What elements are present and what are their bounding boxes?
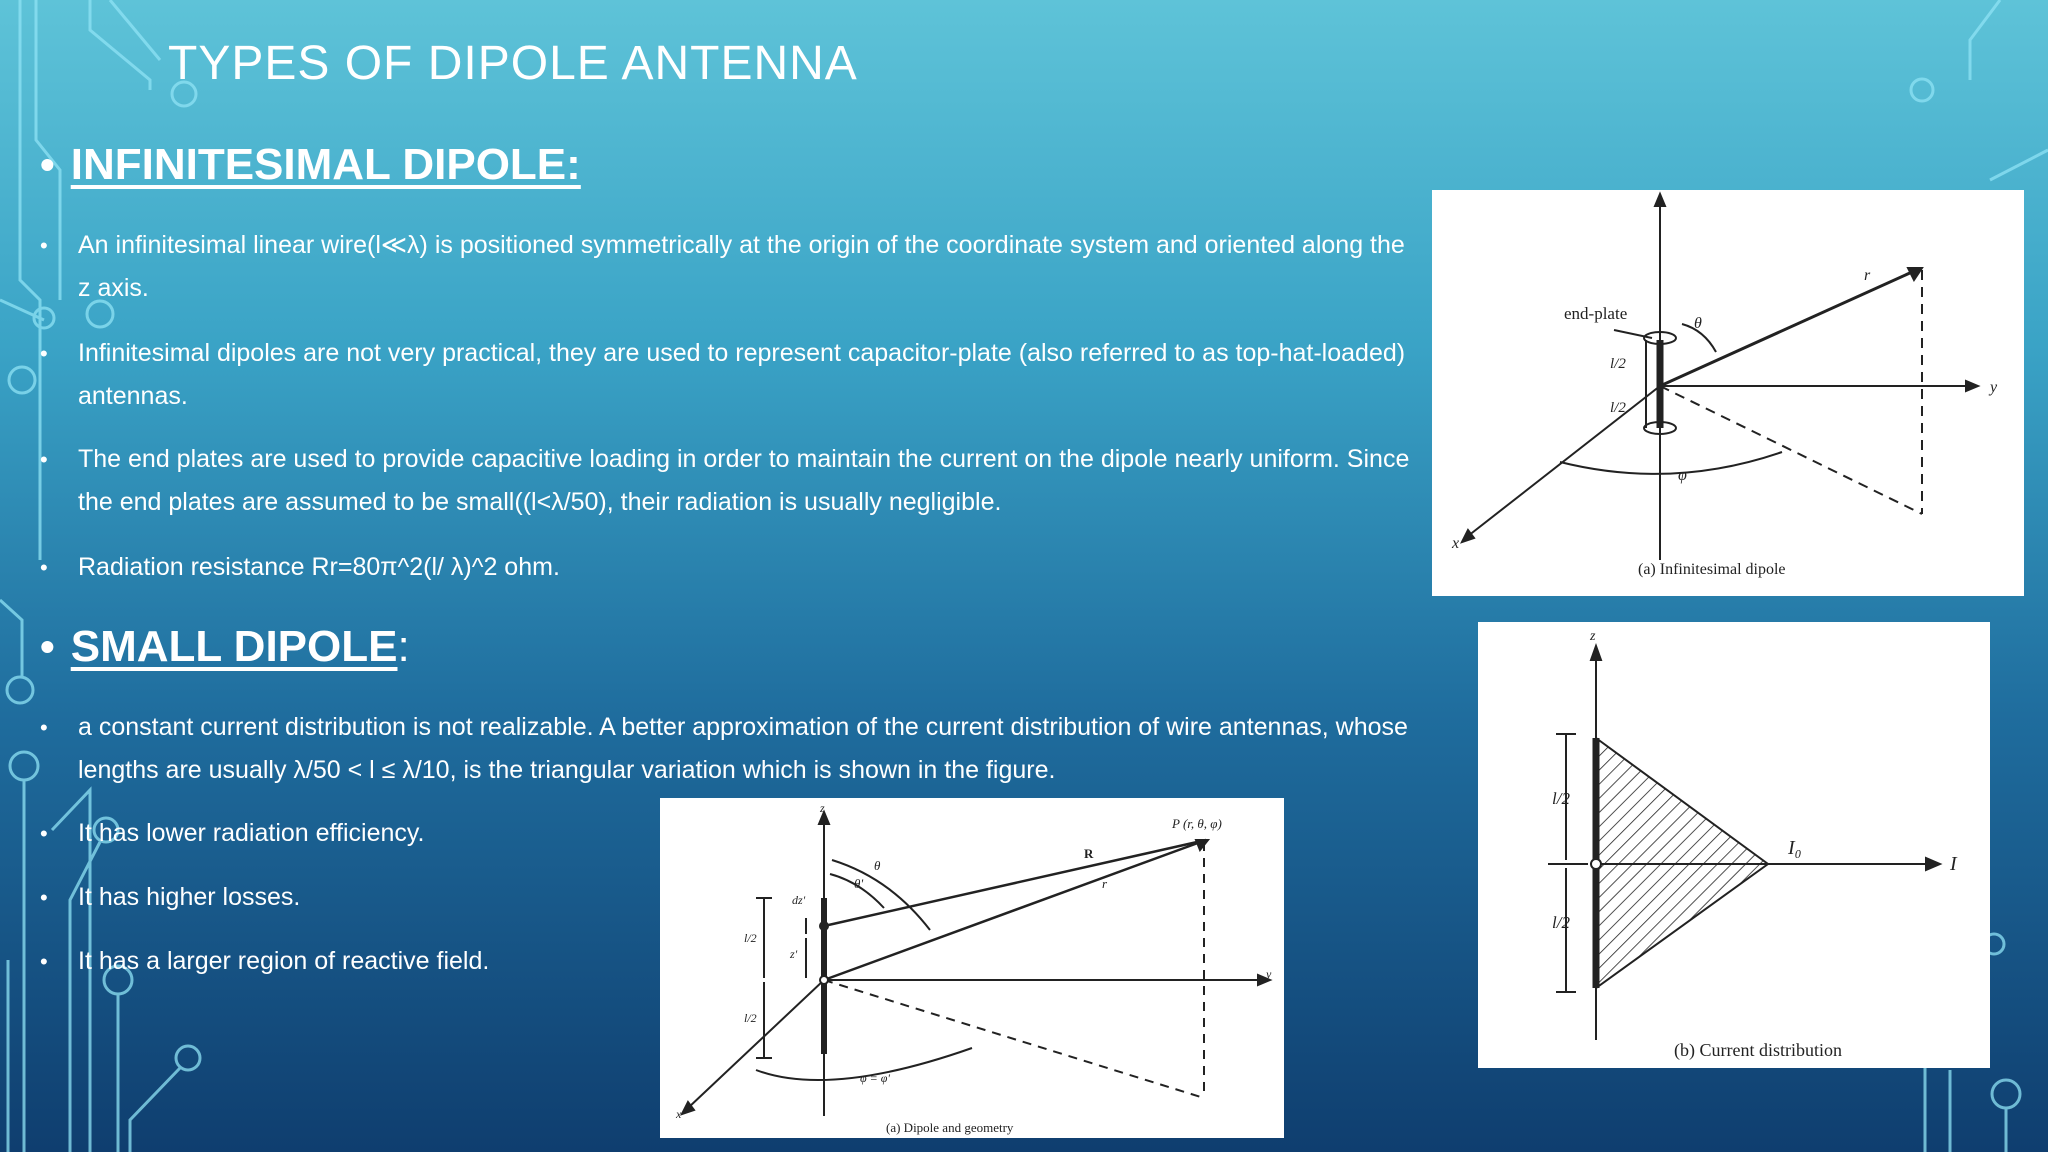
bullet-text: The end plates are used to provide capacitive loading in order to maintain the current on the dipole nearly uniform. Since the end plates are assumed to be small((l<λ/50), their radiation is usually negligible. bbox=[78, 445, 1410, 516]
infinitesimal-caption: (a) Infinitesimal dipole bbox=[1638, 561, 1786, 578]
bullet-dot: • bbox=[40, 715, 48, 740]
bullet-text: An infinitesimal linear wire(l≪λ) is positioned symmetrically at the origin of the coordinate system and oriented along the z axis. bbox=[78, 231, 1405, 302]
geometry-caption: (a) Dipole and geometry bbox=[886, 1120, 1014, 1135]
bullet-text: It has a larger region of reactive field. bbox=[78, 947, 490, 975]
infinitesimal-heading bbox=[40, 140, 581, 190]
heading-bullet: • bbox=[40, 623, 55, 670]
R-label: R bbox=[1084, 846, 1094, 861]
bullet-text: Infinitesimal dipoles are not very practical, they are used to represent capacitor-plate (also referred to as top-hat-loaded) antennas. bbox=[78, 339, 1406, 410]
dipole-geometry-diagram bbox=[660, 798, 1284, 1138]
list-item bbox=[40, 812, 640, 855]
list-item bbox=[40, 438, 1410, 524]
current-axis-label: I bbox=[1950, 853, 1957, 875]
theta-prime-label: θ' bbox=[854, 876, 864, 891]
bullet-dot: • bbox=[40, 447, 48, 472]
small-heading-suffix: : bbox=[397, 622, 410, 671]
bullet-dot: • bbox=[40, 341, 48, 366]
z-prime-label: z' bbox=[790, 947, 798, 961]
bullet-dot: • bbox=[40, 233, 48, 258]
end-plate-label: end-plate bbox=[1564, 304, 1628, 323]
x-axis-label: x bbox=[676, 1107, 682, 1121]
theta-label: θ bbox=[1694, 315, 1702, 332]
z-axis-label: z bbox=[820, 801, 825, 815]
small-heading bbox=[40, 622, 410, 672]
bullet-text: Radiation resistance Rr=80π^2(l/ λ)^2 ohm. bbox=[78, 553, 560, 581]
infinitesimal-heading-text: INFINITESIMAL DIPOLE: bbox=[70, 140, 581, 189]
r-label: r bbox=[1102, 876, 1108, 891]
half-length-label-bottom: l/2 bbox=[744, 1011, 757, 1025]
bullet-text: a constant current distribution is not realizable. A better approximation of the current distribution of wire antennas, whose lengths are usually λ/50 < l ≤ λ/10, is the triangular variation which is shown in the figure. bbox=[78, 713, 1408, 784]
bullet-text: It has lower radiation efficiency. bbox=[78, 819, 425, 847]
dipole-geometry-figure bbox=[660, 798, 1284, 1138]
bullet-text: It has higher losses. bbox=[78, 883, 301, 911]
phi-equals-label: φ = φ' bbox=[860, 1071, 890, 1085]
half-length-label-top: l/2 bbox=[744, 931, 757, 945]
half-length-label-bottom: l/2 bbox=[1610, 400, 1626, 416]
bullet-dot: • bbox=[40, 885, 48, 910]
list-item bbox=[40, 706, 1410, 792]
bullet-dot: • bbox=[40, 949, 48, 974]
theta-label: θ bbox=[874, 858, 881, 873]
slide-title: TYPES OF DIPOLE ANTENNA bbox=[168, 37, 858, 90]
list-item bbox=[40, 876, 640, 919]
current-distribution-figure bbox=[1478, 622, 1990, 1068]
x-axis-label: x bbox=[1452, 535, 1460, 552]
half-length-label-top: l/2 bbox=[1552, 789, 1570, 808]
list-item bbox=[40, 332, 1410, 418]
half-length-label-top: l/2 bbox=[1610, 356, 1626, 372]
r-label: r bbox=[1864, 267, 1871, 284]
infinitesimal-dipole-figure bbox=[1432, 190, 2024, 596]
y-axis-label: y bbox=[1266, 967, 1272, 981]
dz-label: dz' bbox=[792, 893, 806, 907]
peak-current-label: I₀ bbox=[1788, 837, 1802, 859]
list-item bbox=[40, 546, 1410, 589]
heading-bullet: • bbox=[40, 141, 55, 188]
half-length-label-bottom: l/2 bbox=[1552, 913, 1570, 932]
infinitesimal-dipole-diagram bbox=[1432, 190, 2024, 596]
point-label: P (r, θ, φ) bbox=[1172, 816, 1222, 831]
bullet-dot: • bbox=[40, 821, 48, 846]
current-caption: (b) Current distribution bbox=[1674, 1040, 1842, 1060]
bullet-dot: • bbox=[40, 555, 48, 580]
current-distribution-diagram bbox=[1478, 622, 1990, 1068]
list-item bbox=[40, 224, 1410, 310]
small-heading-text: SMALL DIPOLE bbox=[70, 622, 398, 671]
phi-label: φ bbox=[1678, 467, 1687, 484]
y-axis-label: y bbox=[1990, 379, 1998, 396]
z-axis-label: z bbox=[1590, 629, 1596, 644]
list-item bbox=[40, 940, 640, 983]
